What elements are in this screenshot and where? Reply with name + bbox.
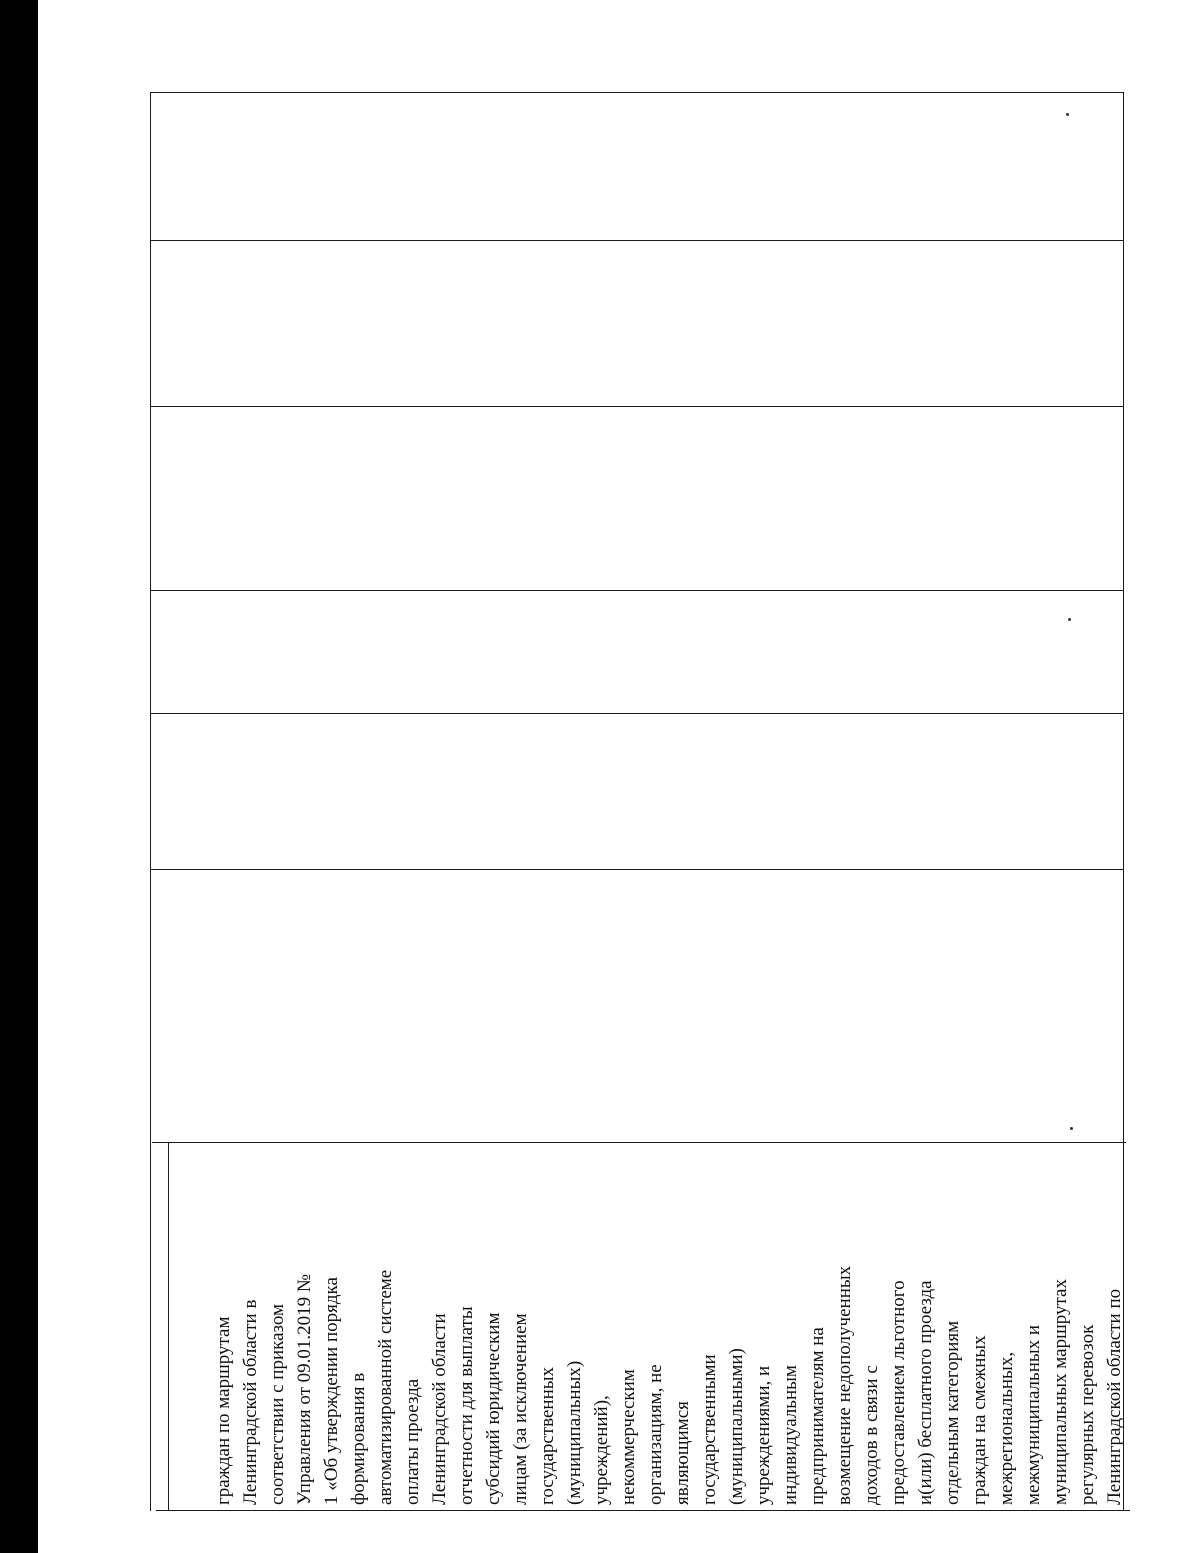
text-line: межрегиональных, xyxy=(996,1351,1017,1505)
text-line: лицам (за исключением xyxy=(510,1313,531,1505)
document-page xyxy=(38,0,1200,1553)
text-line: организациям, не xyxy=(645,1364,666,1505)
text-line: (муниципальных) xyxy=(564,1360,585,1505)
text-line: Ленинградской области по xyxy=(1104,1288,1125,1505)
text-line: возмещение недополученных xyxy=(834,1265,855,1505)
scan-dark-edge xyxy=(0,0,38,1553)
text-line: государственных xyxy=(537,1366,558,1505)
table-border-left xyxy=(150,92,151,1511)
text-line: субсидий юридическим xyxy=(483,1312,504,1505)
text-line: отчетности для выплаты xyxy=(456,1306,477,1505)
text-line: автоматизированной системе xyxy=(375,1269,396,1505)
text-line: отдельным категориям xyxy=(942,1320,963,1505)
table-row-divider xyxy=(150,240,1124,241)
table-row-divider xyxy=(150,713,1124,714)
text-line: 1 «Об утверждении порядка xyxy=(321,1277,342,1505)
table-border-top xyxy=(150,92,1124,93)
text-line: Ленинградской области xyxy=(429,1313,450,1505)
text-line: Управления от 09.01.2019 № xyxy=(294,1273,315,1505)
text-line: учреждений), xyxy=(591,1395,612,1505)
text-line: предоставлением льготного xyxy=(888,1280,909,1505)
text-line: учреждениями, и xyxy=(753,1365,774,1505)
text-line: являющимся xyxy=(672,1401,693,1505)
scan-speck xyxy=(1070,1127,1073,1130)
table-cell-text xyxy=(210,1160,1128,1505)
text-line: государственными xyxy=(699,1354,720,1505)
text-line: (муниципальными) xyxy=(726,1348,747,1505)
text-line: Ленинградской области в xyxy=(240,1299,261,1505)
text-line: муниципальных маршрутах xyxy=(1050,1279,1071,1505)
text-line: доходов в связи с xyxy=(861,1365,882,1505)
scan-speck xyxy=(1066,113,1069,116)
table-row-divider xyxy=(150,406,1124,407)
table-row-divider xyxy=(152,1142,1126,1143)
text-line: граждан по маршрутам xyxy=(213,1316,234,1505)
text-line: некоммерческим xyxy=(618,1369,639,1505)
text-line: предпринимателям на xyxy=(807,1327,828,1505)
text-line: граждан на смежных xyxy=(969,1335,990,1505)
scan-speck xyxy=(1068,618,1071,621)
text-line: индивидуальным xyxy=(780,1365,801,1505)
table-border-bottom xyxy=(156,1510,1130,1511)
text-line: формирования в xyxy=(348,1372,369,1505)
table-row-divider xyxy=(150,590,1124,591)
table-row-divider xyxy=(150,869,1124,870)
text-line: соответствии с приказом xyxy=(267,1303,288,1505)
table-column-divider xyxy=(168,1142,169,1510)
text-line: регулярных перевозок xyxy=(1077,1324,1098,1505)
text-line: оплаты проезда xyxy=(402,1378,423,1505)
text-line: и(или) бесплатного проезда xyxy=(915,1280,936,1505)
text-line: межмуниципальных и xyxy=(1023,1324,1044,1505)
